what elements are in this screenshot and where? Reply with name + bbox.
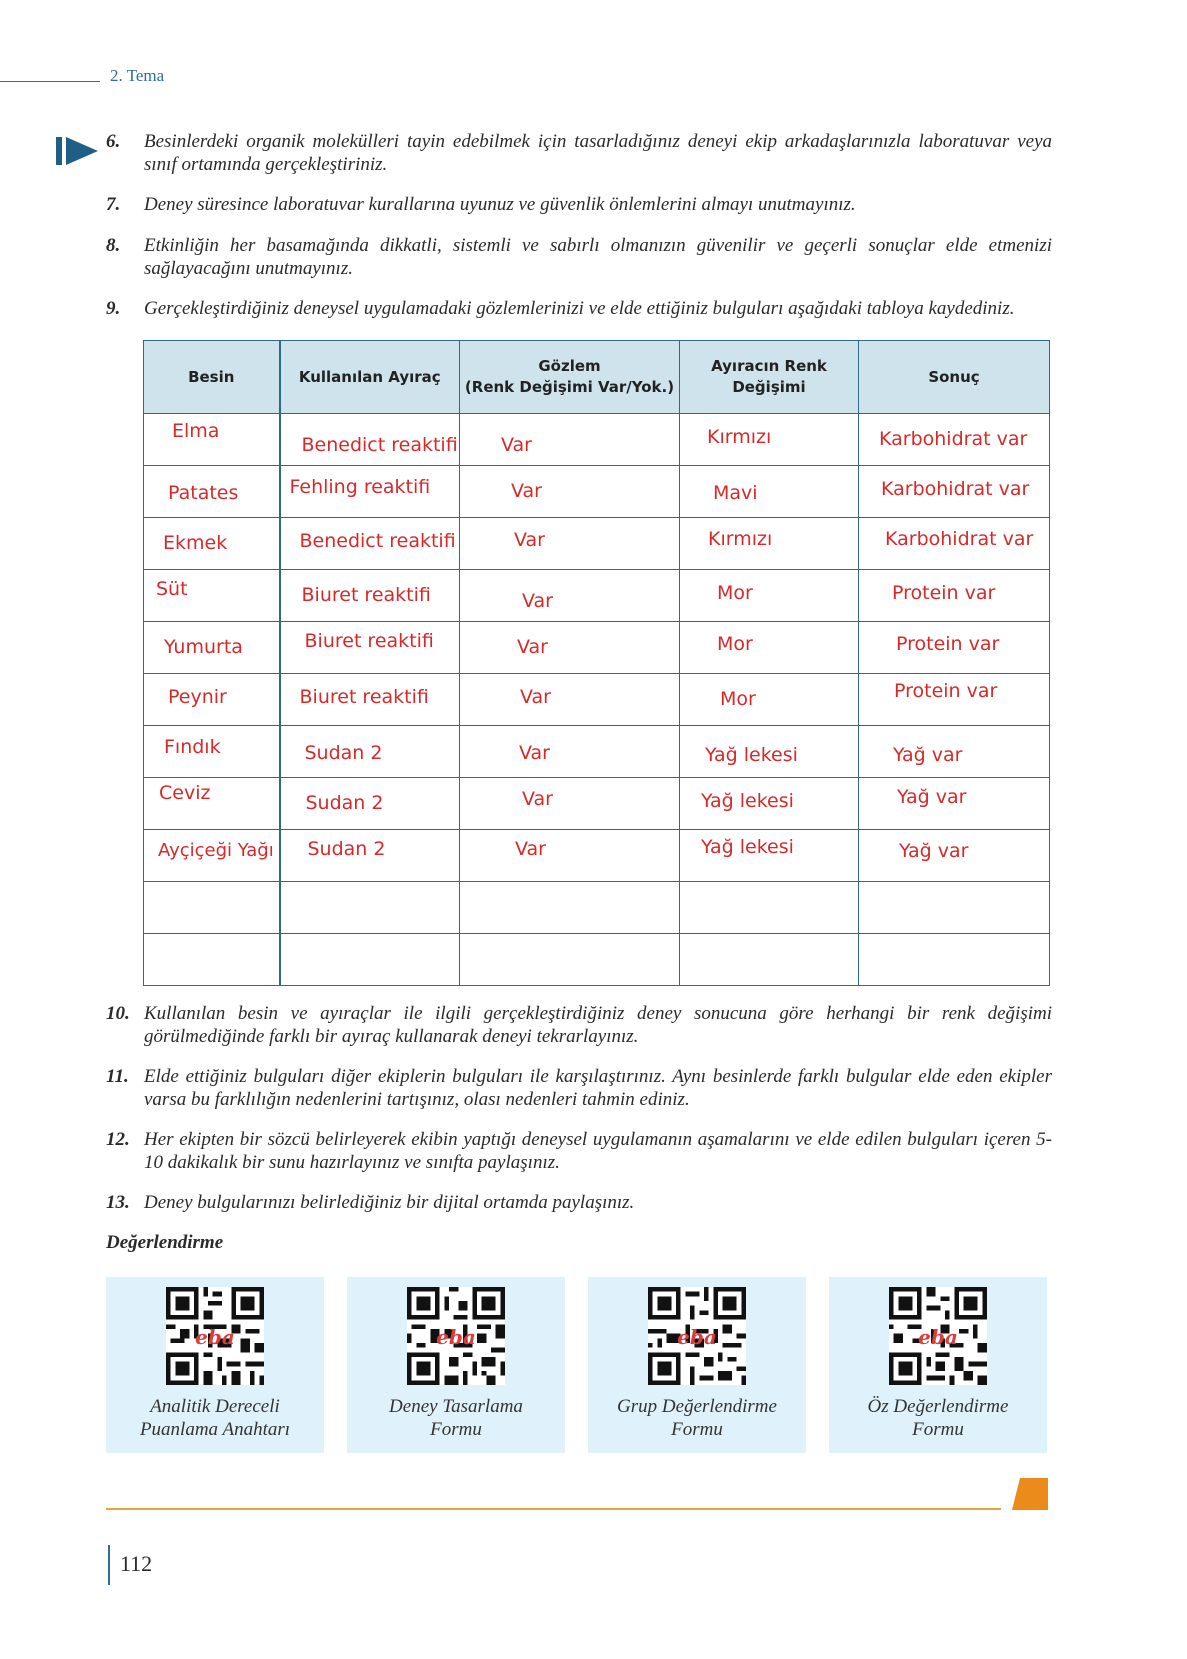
instruction-text: Deney süresince laboratuvar kurallarına uyunuz ve güvenlik önlemlerini almayı unutmayınız.: [144, 194, 856, 215]
instruction-item: [106, 193, 1052, 216]
page-number: 112: [120, 1551, 153, 1576]
instruction-number: 6.: [106, 131, 121, 152]
table-cell: [280, 882, 460, 934]
cell-text: Var: [501, 434, 532, 456]
table-cell: [680, 414, 859, 466]
cell-text: Protein var: [892, 582, 996, 604]
table-cell: [859, 882, 1050, 934]
cell-text: Karbohidrat var: [879, 428, 1028, 450]
cell-text: Elma: [172, 420, 220, 442]
table-cell: [460, 414, 680, 466]
table-cell: [859, 726, 1050, 778]
cell-text: Karbohidrat var: [885, 528, 1034, 550]
cell-text: Kırmızı: [708, 528, 773, 550]
table-cell: [144, 726, 280, 778]
cell-text: Patates: [168, 482, 239, 504]
table-cell: [280, 570, 460, 622]
table-cell: [460, 778, 680, 830]
header-color-change: Ayıracın Renk Değişimi: [680, 341, 859, 414]
instruction-item: [106, 1191, 1052, 1214]
play-arrow-icon: [56, 135, 100, 167]
instruction-text: Deney bulgularınızı belirlediğiniz bir dijital ortamda paylaşınız.: [144, 1192, 635, 1213]
cell-text: Karbohidrat var: [881, 478, 1030, 500]
header-food: Besin: [144, 341, 280, 414]
header-rule: [0, 81, 100, 82]
table-cell: [460, 934, 680, 986]
cell-text: Ceviz: [159, 782, 211, 804]
cell-text: Var: [517, 636, 548, 658]
cell-text: Sudan 2: [307, 838, 386, 860]
cell-text: Yağ lekesi: [705, 744, 798, 766]
cell-text: Biuret reaktifi: [299, 686, 429, 708]
footer-rule: [106, 1508, 1001, 1510]
table-cell: [280, 830, 460, 882]
table-cell: [680, 622, 859, 674]
instruction-text: Her ekipten bir sözcü belirleyerek ekibin yaptığı deneysel uygulamanın aşamalarını ve elde edilen bulguları içeren 5-10 dakikalık bir sunu hazırlayınız ve sınıfta paylaşınız.: [144, 1129, 1052, 1173]
table-cell: [460, 518, 680, 570]
cell-text: Yağ lekesi: [701, 836, 794, 858]
table-row: [144, 778, 1050, 830]
footer-tab-icon: [1012, 1478, 1048, 1510]
table-row: [144, 882, 1050, 934]
table-cell: [144, 466, 280, 518]
cell-text: Var: [519, 742, 550, 764]
eba-logo: eba: [677, 1325, 717, 1349]
card-label-line: Analitik Dereceli: [150, 1396, 280, 1417]
eba-logo: eba: [918, 1325, 958, 1349]
cell-text: Mor: [717, 633, 753, 655]
table-cell: [680, 882, 859, 934]
table-cell: [280, 466, 460, 518]
table-row: [144, 830, 1050, 882]
card-label-line: Formu: [430, 1419, 482, 1440]
table-cell: [859, 466, 1050, 518]
card-label-line: Grup Değerlendirme: [617, 1396, 777, 1417]
instruction-number: 9.: [106, 298, 121, 319]
table-row: [144, 622, 1050, 674]
card-label: [106, 1395, 324, 1441]
table-cell: [280, 726, 460, 778]
table-cell: [144, 622, 280, 674]
page-number-bar: [108, 1545, 110, 1585]
table-cell: [460, 570, 680, 622]
table-cell: [144, 674, 280, 726]
table-cell: [144, 570, 280, 622]
cell-text: Ayçiçeği Yağı: [158, 840, 274, 861]
cell-text: Sudan 2: [304, 742, 383, 764]
cell-text: Benedict reaktifi: [299, 530, 456, 552]
table-cell: [280, 518, 460, 570]
card-label: [347, 1395, 565, 1441]
table-cell: [144, 518, 280, 570]
evaluation-card-rubric[interactable]: [106, 1277, 324, 1453]
table-cell: [460, 466, 680, 518]
instruction-number: 11.: [106, 1066, 129, 1087]
table-cell: [280, 778, 460, 830]
instruction-text: Etkinliğin her basamağında dikkatli, sistemli ve sabırlı olmanızın güvenilir ve geçerli sonuçlar elde etmenizi sağlayacağını unutmayınız.: [144, 235, 1052, 279]
table-cell: [680, 518, 859, 570]
evaluation-card-self-form[interactable]: [829, 1277, 1047, 1453]
cell-text: Mor: [717, 582, 753, 604]
instruction-item: [106, 1065, 1052, 1111]
eba-logo: eba: [436, 1325, 476, 1349]
cell-text: Yağ var: [897, 786, 967, 808]
instruction-item: [106, 234, 1052, 280]
cell-text: Ekmek: [163, 532, 228, 554]
instruction-number: 8.: [106, 235, 121, 256]
instruction-text: Elde ettiğiniz bulguları diğer ekiplerin bulguları ile karşılaştırınız. Aynı besinlerde farklı bulgular elde eden ekipler varsa bu farklılığın nedenlerini tartışınız, olası nedenleri tahmin ediniz.: [144, 1066, 1052, 1110]
card-label: [829, 1395, 1047, 1441]
table-cell: [280, 674, 460, 726]
table-row: [144, 934, 1050, 986]
cell-text: Biuret reaktifi: [304, 630, 434, 652]
table-row: [144, 414, 1050, 466]
table-cell: [144, 830, 280, 882]
instruction-item: [106, 1002, 1052, 1048]
table-cell: [460, 674, 680, 726]
instruction-number: 7.: [106, 194, 121, 215]
table-cell: [680, 934, 859, 986]
table-cell: [680, 674, 859, 726]
cell-text: Yumurta: [164, 636, 243, 658]
instruction-number: 10.: [106, 1003, 130, 1024]
instruction-text: Besinlerdeki organik molekülleri tayin edebilmek için tasarladığınız deneyi ekip arkadaşlarınızla laboratuvar veya sınıf ortamında gerçekleştiriniz.: [144, 131, 1052, 175]
qr-code[interactable]: [648, 1287, 746, 1385]
cell-text: Var: [522, 590, 553, 612]
header-result: Sonuç: [859, 341, 1050, 414]
qr-code[interactable]: [166, 1287, 264, 1385]
instruction-text: Kullanılan besin ve ayıraçlar ile ilgili gerçekleştirdiğiniz deney sonucuna göre herhangi bir renk değişimi görülmediğinde farklı bir ayıraç kullanarak deneyi tekrarlayınız.: [144, 1003, 1052, 1047]
table-cell: [280, 414, 460, 466]
card-label-line: Öz Değerlendirme: [867, 1396, 1009, 1417]
card-label-line: Deney Tasarlama: [389, 1396, 523, 1417]
eba-logo: eba: [195, 1325, 235, 1349]
header-observation: Gözlem (Renk Değişimi Var/Yok.): [460, 341, 680, 414]
cell-text: Var: [511, 480, 542, 502]
table-cell: [280, 934, 460, 986]
cell-text: Var: [520, 686, 551, 708]
card-label-line: Puanlama Anahtarı: [139, 1419, 291, 1440]
qr-code[interactable]: [407, 1287, 505, 1385]
header-reagent: Kullanılan Ayıraç: [280, 341, 460, 414]
table-cell: [144, 414, 280, 466]
instruction-number: 13.: [106, 1192, 130, 1213]
table-cell: [859, 622, 1050, 674]
table-row: [144, 518, 1050, 570]
table-cell: [680, 570, 859, 622]
cell-text: Mavi: [713, 482, 758, 504]
cell-text: Sudan 2: [305, 792, 384, 814]
table-cell: [680, 466, 859, 518]
evaluation-card-design-form[interactable]: [347, 1277, 565, 1453]
table-row: [144, 726, 1050, 778]
table-cell: [680, 778, 859, 830]
table-cell: [144, 882, 280, 934]
evaluation-heading: Değerlendirme: [106, 1232, 224, 1253]
cell-text: Kırmızı: [707, 426, 772, 448]
table-cell: [460, 882, 680, 934]
cell-text: Protein var: [896, 633, 1000, 655]
cell-text: Fındık: [164, 736, 221, 758]
table-cell: [859, 934, 1050, 986]
card-label-line: Formu: [671, 1419, 723, 1440]
cell-text: Süt: [156, 578, 188, 600]
table-cell: [859, 518, 1050, 570]
table-cell: [859, 778, 1050, 830]
table-row: [144, 570, 1050, 622]
table-cell: [280, 622, 460, 674]
table-cell: [680, 830, 859, 882]
cell-text: Peynir: [168, 686, 227, 708]
table-cell: [859, 830, 1050, 882]
cell-text: Var: [514, 529, 545, 551]
instruction-text: Gerçekleştirdiğiniz deneysel uygulamadaki gözlemlerinizi ve elde ettiğiniz bulguları aşağıdaki tabloya kaydediniz.: [144, 298, 1015, 319]
chapter-title: 2. Tema: [110, 66, 165, 85]
table-cell: [859, 414, 1050, 466]
table-cell: [859, 570, 1050, 622]
table-cell: [859, 674, 1050, 726]
card-label-line: Formu: [912, 1419, 964, 1440]
cell-text: Protein var: [894, 680, 998, 702]
instruction-item: [106, 1128, 1052, 1174]
table-cell: [460, 622, 680, 674]
results-table: [143, 340, 1050, 986]
table-cell: [144, 934, 280, 986]
table-row: [144, 466, 1050, 518]
table-cell: [460, 726, 680, 778]
instruction-item: [106, 130, 1052, 176]
cell-text: Mor: [720, 688, 756, 710]
instruction-number: 12.: [106, 1129, 130, 1150]
instruction-item: [106, 297, 1052, 320]
qr-code[interactable]: [889, 1287, 987, 1385]
card-label: [588, 1395, 806, 1441]
cell-text: Yağ lekesi: [701, 790, 794, 812]
cell-text: Var: [515, 838, 546, 860]
table-cell: [680, 726, 859, 778]
evaluation-card-group-form[interactable]: [588, 1277, 806, 1453]
table-cell: [144, 778, 280, 830]
cell-text: Fehling reaktifi: [289, 476, 431, 498]
cell-text: Yağ var: [893, 744, 963, 766]
table-cell: [460, 830, 680, 882]
cell-text: Yağ var: [899, 840, 969, 862]
cell-text: Benedict reaktifi: [301, 434, 458, 456]
cell-text: Biuret reaktifi: [301, 584, 431, 606]
cell-text: Var: [522, 788, 553, 810]
table-row: [144, 674, 1050, 726]
table-header-row: [144, 341, 1050, 414]
